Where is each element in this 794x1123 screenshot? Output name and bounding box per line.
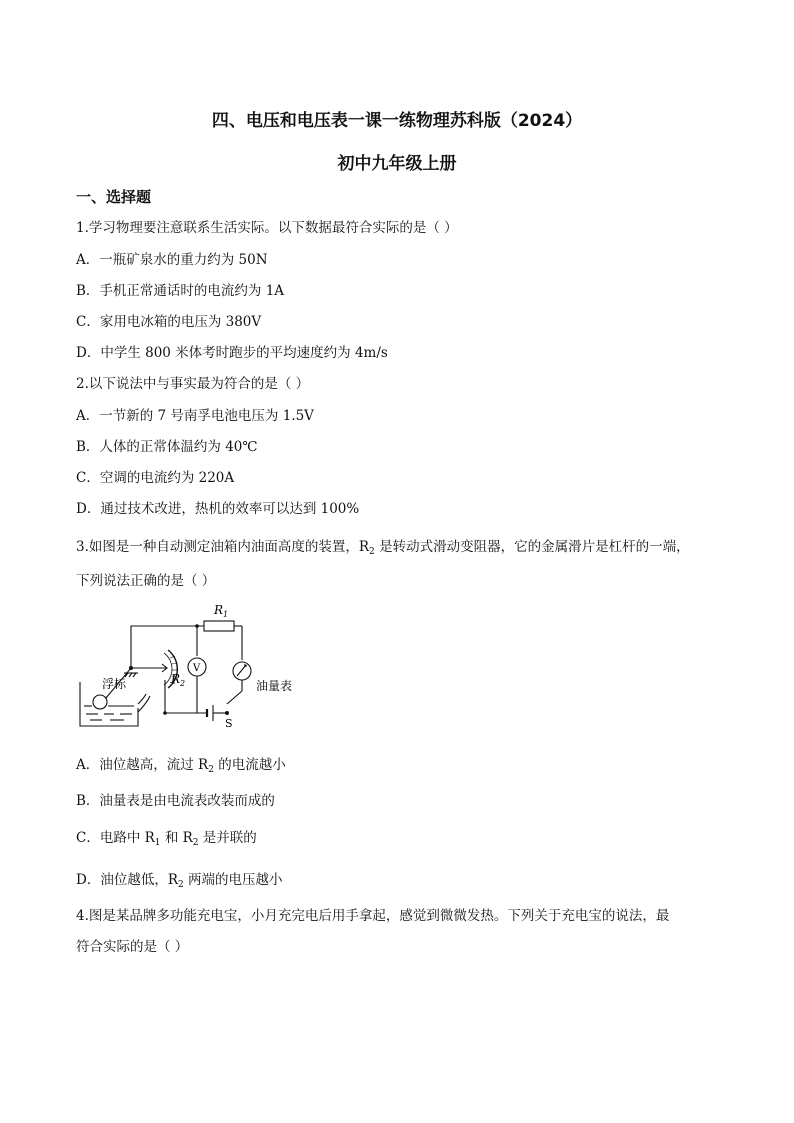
question-4-stem: 4.图是某品牌多功能充电宝，小月充完电后用手拿起，感觉到微微发热。下列关于充电宝的说法，最 (76, 908, 670, 924)
label-r1: $R_1$ (214, 603, 229, 619)
question-2-stem: 2.以下说法中与事实最为符合的是（ ） (76, 376, 310, 392)
question-3-stem-line2: 下列说法正确的是（ ） (76, 573, 216, 589)
question-3-option-a: A．油位越高，流过 $R_2$ 的电流越小 (76, 757, 286, 775)
question-1-option-c: C．家用电冰箱的电压为 380V (76, 314, 262, 330)
question-1-option-a: A．一瓶矿泉水的重力约为 50N (76, 252, 268, 268)
question-2-option-a: A．一节新的 7 号南孚电池电压为 1.5V (76, 408, 314, 424)
question-3-option-b: B．油量表是由电流表改装而成的 (76, 793, 275, 809)
fuel-gauge-label: 油量表 (256, 679, 293, 693)
document-subtitle: 初中九年级上册 (337, 154, 457, 174)
question-2-option-c: C．空调的电流约为 220A (76, 470, 235, 486)
question-1-stem: 1.学习物理要注意联系生活实际。以下数据最符合实际的是（ ） (76, 220, 458, 236)
question-4-stem-line2: 符合实际的是（ ） (76, 939, 189, 955)
float-label: 浮标 (102, 677, 127, 691)
question-2-option-b: B．人体的正常体温约为 40℃ (76, 439, 258, 455)
question-1-option-d: D．中学生 800 米体考时跑步的平均速度约为 4m/s (76, 345, 388, 361)
question-3-stem: 3.如图是一种自动测定油箱内油面高度的装置，$R_2$ 是转动式滑动变阻器，它的金属滑片是杠杆的一端， (76, 539, 690, 557)
voltmeter-label: V (193, 663, 201, 674)
switch-label: S (225, 717, 233, 730)
label-r2: $R_2$ (171, 672, 186, 688)
document-title: 四、电压和电压表一课一练物理苏科版（2024） (211, 111, 583, 131)
question-3-option-c: C．电路中 $R_1$ 和 $R_2$ 是并联的 (76, 830, 257, 848)
question-3-option-d: D．油位越低，$R_2$ 两端的电压越小 (76, 872, 283, 890)
question-1-option-b: B．手机正常通话时的电流约为 1A (76, 283, 285, 299)
section-heading: 一、选择题 (76, 188, 152, 206)
oil-level-circuit-diagram (74, 598, 304, 738)
question-2-option-d: D．通过技术改进，热机的效率可以达到 100% (76, 501, 360, 517)
